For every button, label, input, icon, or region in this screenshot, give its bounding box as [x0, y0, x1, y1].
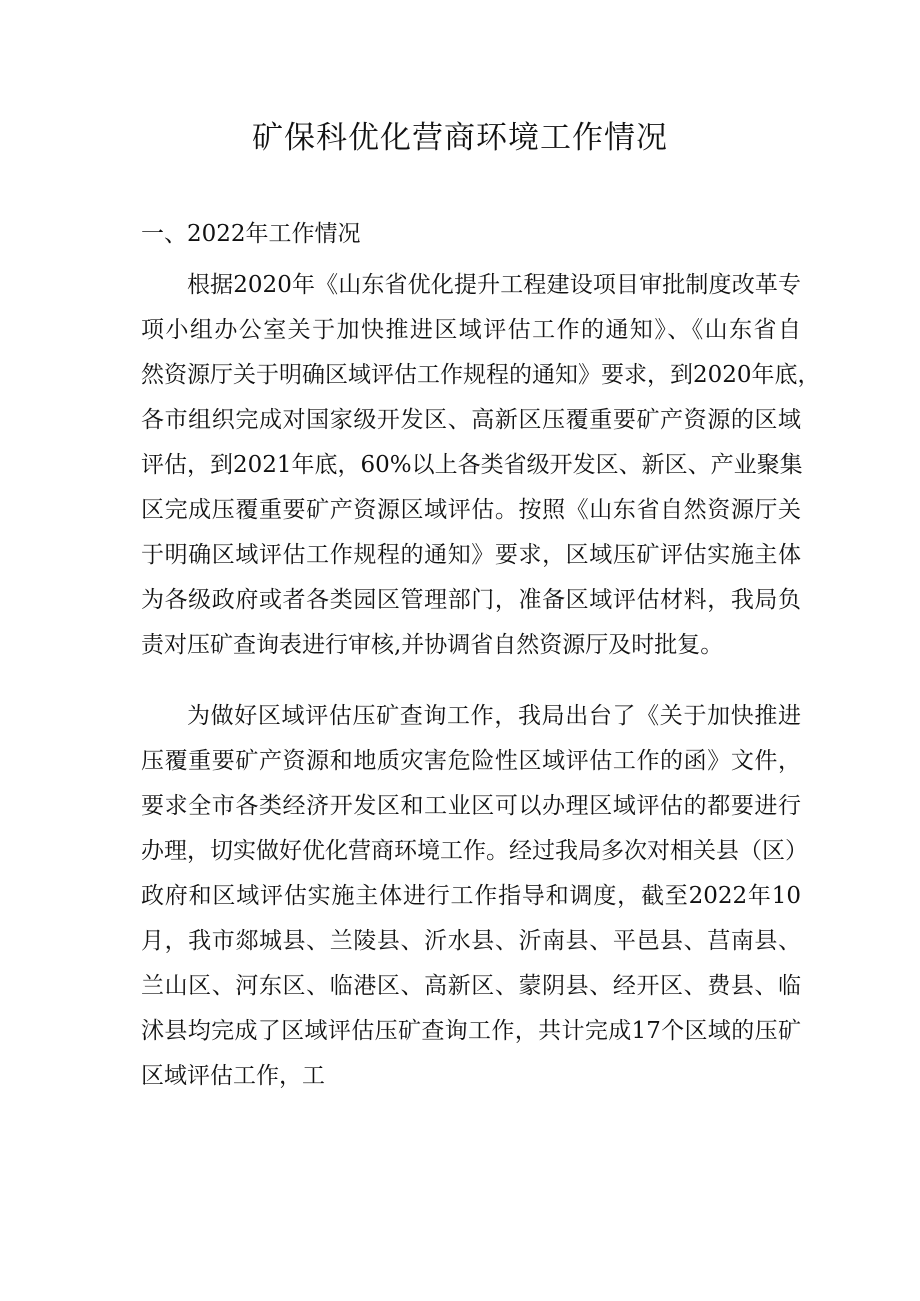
paragraph-line: 压覆重要矿产资源和地质灾害危险性区域评估工作的函》文件， [141, 748, 801, 774]
paragraph-line: 根据2020年《山东省优化提升工程建设项目审批制度改革专 [187, 272, 801, 298]
paragraph-line: 然资源厅关于明确区域评估工作规程的通知》要求，到2020年底， [141, 362, 821, 388]
paragraph-line: 沭县均完成了区域评估压矿查询工作，共计完成17个区域的压矿 [141, 1018, 801, 1044]
document-title: 矿保科优化营商环境工作情况 [252, 120, 668, 156]
paragraph-line: 兰山区、河东区、临港区、高新区、蒙阴县、经开区、费县、临 [141, 973, 801, 999]
paragraph-line: 月，我市郯城县、兰陵县、沂水县、沂南县、平邑县、莒南县、 [141, 928, 801, 954]
paragraph-line: 评估，到2021年底，60%以上各类省级开发区、新区、产业聚集 [141, 452, 803, 478]
paragraph-line: 项小组办公室关于加快推进区域评估工作的通知》、《山东省自 [141, 317, 801, 343]
paragraph-line: 办理，切实做好优化营商环境工作。经过我局多次对相关县（区） [141, 838, 808, 864]
paragraph-line: 政府和区域评估实施主体进行工作指导和调度，截至2022年10 [141, 883, 801, 909]
paragraph-line: 于明确区域评估工作规程的通知》要求，区域压矿评估实施主体 [141, 542, 801, 568]
paragraph-line: 区完成压覆重要矿产资源区域评估。按照《山东省自然资源厅关 [141, 497, 801, 523]
paragraph-line: 为做好区域评估压矿查询工作，我局出台了《关于加快推进 [187, 703, 801, 729]
paragraph-line: 区域评估工作，工 [141, 1063, 325, 1089]
paragraph-line: 责对压矿查询表进行审核,并协调省自然资源厅及时批复。 [141, 632, 724, 658]
paragraph-line: 为各级政府或者各类园区管理部门，准备区域评估材料，我局负 [141, 587, 801, 613]
paragraph-line: 各市组织完成对国家级开发区、高新区压覆重要矿产资源的区域 [141, 407, 801, 433]
paragraph-line: 要求全市各类经济开发区和工业区可以办理区域评估的都要进行 [141, 793, 801, 819]
section-heading: 一、2022年工作情况 [141, 221, 361, 247]
